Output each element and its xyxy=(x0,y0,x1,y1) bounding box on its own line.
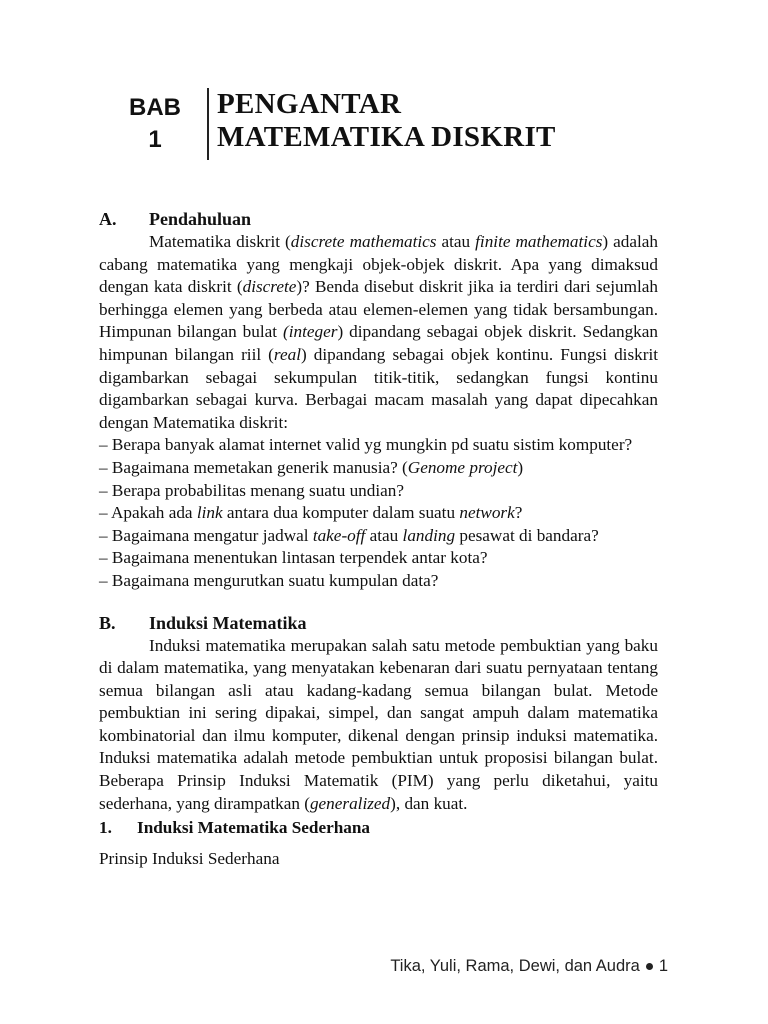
subsection-label: 1. xyxy=(99,818,112,838)
italic-term: real xyxy=(273,344,301,364)
text-run: ? xyxy=(514,503,523,523)
page-footer xyxy=(390,957,668,976)
chapter-title-line-2: MATEMATIKA DISKRIT xyxy=(217,121,556,153)
italic-term: discrete mathematics xyxy=(290,232,437,251)
italic-term: Genome project xyxy=(407,457,518,477)
footer-authors: Tika, Yuli, Rama, Dewi, dan Audra xyxy=(390,957,640,975)
subsection-title: Induksi Matematika Sederhana xyxy=(137,818,371,838)
text-run: – Apakah ada xyxy=(99,503,197,523)
italic-term: take-off xyxy=(312,525,366,545)
italic-term: network xyxy=(459,503,515,523)
text-run: )? Benda disebut diskrit jika ia terdiri dari sejumlah berhingga elemen yang berbeda atau elemen-elemen yang tidak bersambungan. Himpunan bilangan bulat xyxy=(99,277,658,342)
chapter-number-block xyxy=(116,92,194,156)
header-divider xyxy=(207,88,209,160)
induction-paragraph xyxy=(99,635,658,816)
text-run: Induksi matematika merupakan salah satu metode pembuktian yang baku di dalam matematika, yang menyatakan kebenaran dari suatu pernyataan tentang semua bilangan asli atau kadang-kadang semua bilangan bulat. Metode pembuktian ini sering dipakai, simpel, dan sangat ampuh dalam matematika kombinatorial dan ilmu komputer, dikenal dengan prinsip induksi matematika. Induksi matematika adalah metode pembuktian untuk proposisi bilangan bulat. Beberapa Prinsip Induksi Matematik (PIM) yang perlu diketahui, yaitu sederhana, yang dirampatkan ( xyxy=(99,635,658,813)
italic-term: generalized xyxy=(309,793,391,813)
bab-label: BAB xyxy=(129,94,181,121)
text-run: – Bagaimana mengatur jadwal xyxy=(99,525,313,545)
section-a-label: A. xyxy=(99,209,117,229)
chapter-title xyxy=(217,88,556,154)
text-run: ) adalah cabang matematika yang mengkaji objek-objek diskrit. Apa yang dimaksud dengan kata diskrit ( xyxy=(99,232,658,297)
italic-term: (integer xyxy=(283,322,338,342)
italic-term: finite mathematics xyxy=(475,232,603,251)
question-item: – Bagaimana mengurutkan suatu kumpulan data? xyxy=(99,570,439,590)
question-item xyxy=(99,525,658,548)
section-b-heading xyxy=(99,611,658,635)
section-a-heading xyxy=(99,207,658,231)
subsection-heading xyxy=(99,817,658,840)
bab-number: 1 xyxy=(148,126,162,153)
question-item: – Bagaimana menentukan lintasan terpendek antar kota? xyxy=(99,548,488,568)
text-run: antara dua komputer dalam suatu xyxy=(222,503,460,523)
italic-term: link xyxy=(196,503,223,523)
subsection-text: Prinsip Induksi Sederhana xyxy=(99,848,280,868)
text-run: pesawat di bandara? xyxy=(455,525,599,545)
text-run: atau xyxy=(365,525,403,545)
chapter-title-line-1: PENGANTAR xyxy=(217,88,402,120)
text-run: ) dipandang sebagai objek kontinu. Fungsi diskrit digambarkan sebagai sekumpulan titik-titik, sedangkan fungsi kontinu digambarkan sebagai kurva. Berbagai macam masalah yang dapat dipecahkan dengan Matematika diskrit: xyxy=(99,344,658,432)
section-spacer xyxy=(99,593,658,611)
text-run: Matematika diskrit ( xyxy=(149,232,291,251)
section-b-label: B. xyxy=(99,612,116,633)
text-run: ) xyxy=(517,457,524,477)
italic-term: landing xyxy=(402,525,456,545)
page-number: 1 xyxy=(658,957,668,975)
bullet-dot-icon xyxy=(646,963,653,970)
text-run: atau xyxy=(436,232,476,251)
text-run: – Bagaimana memetakan generik manusia? ( xyxy=(99,457,408,477)
chapter-header xyxy=(116,88,676,160)
italic-term: discrete xyxy=(242,277,297,297)
page-content xyxy=(99,207,658,870)
text-run: ), dan kuat. xyxy=(390,793,468,813)
section-a-title: Pendahuluan xyxy=(149,209,252,229)
section-b-title: Induksi Matematika xyxy=(149,612,307,633)
question-item xyxy=(99,457,658,480)
question-item: – Berapa banyak alamat internet valid yg mungkin pd suatu sistim komputer? xyxy=(99,435,633,455)
intro-paragraph xyxy=(99,231,658,434)
question-item xyxy=(99,502,658,525)
question-item: – Berapa probabilitas menang suatu undian? xyxy=(99,480,404,500)
text-run: ) dipandang sebagai objek diskrit. Sedangkan himpunan bilangan riil ( xyxy=(99,322,658,364)
